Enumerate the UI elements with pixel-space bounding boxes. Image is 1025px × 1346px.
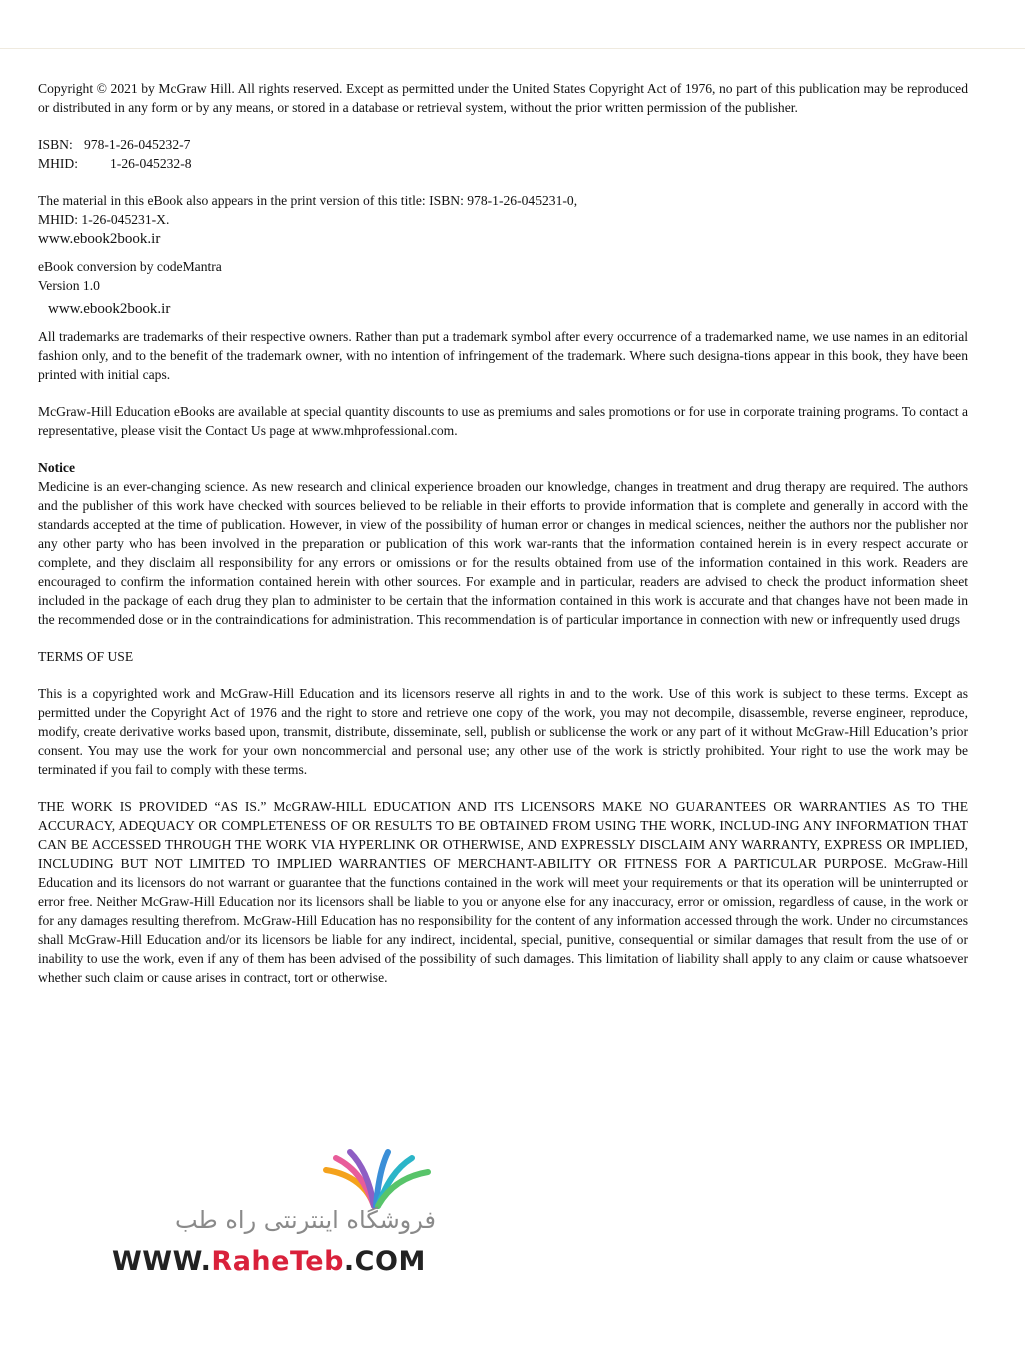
open-book-icon	[316, 1148, 436, 1210]
raheteb-logo	[106, 1148, 436, 1288]
logo-url-suffix: .COM	[343, 1246, 426, 1277]
mhid-row	[38, 154, 968, 173]
isbn-label: ISBN:	[38, 137, 73, 152]
logo-url	[112, 1246, 426, 1277]
print-version-line-1: The material in this eBook also appears in the print version of this title: ISBN: 978-1-26-045231-0,	[38, 193, 578, 208]
isbn-row	[38, 135, 968, 154]
logo-url-prefix: WWW.	[112, 1246, 212, 1277]
logo-persian-text: فروشگاه اینترنتی راه طب	[175, 1206, 436, 1234]
discounts-paragraph: McGraw-Hill Education eBooks are available at special quantity discounts to use as premiums and sales promotions or for use in corporate training programs. To contact a representative, please visit the Contact Us page at www.mhprofessional.com.	[38, 404, 968, 438]
trademarks-paragraph: All trademarks are trademarks of their respective owners. Rather than put a trademark symbol after every occurrence of a trademarked name, we use names in an editorial fashion only, and to the benefit of the trademark owner, with no intention of infringement of the trademark. Where such designa-tions appear in this book, they have been printed with initial caps.	[38, 329, 968, 382]
notice-title: Notice	[38, 460, 75, 475]
logo-url-brand: RaheTeb	[211, 1246, 344, 1277]
terms-paragraph-2: THE WORK IS PROVIDED “AS IS.” McGRAW-HILL EDUCATION AND ITS LICENSORS MAKE NO GUARANTEES OR WARRANTIES AS TO THE ACCURACY, ADEQUACY OR COMPLETENESS OF OR RESULTS TO BE OBTAINED FROM USING THE WORK, INCLUD-ING ANY INFORMATION THAT CAN BE ACCESSED THROUGH THE WORK VIA HYPERLINK OR OTHERWISE, AND EXPRESSLY DISCLAIM ANY WARRANTY, EXPRESS OR IMPLIED, INCLUDING BUT NOT LIMITED TO IMPLIED WARRANTIES OF MERCHANT-ABILITY OR FITNESS FOR A PARTICULAR PURPOSE. McGraw-Hill Education and its licensors do not warrant or guarantee that the functions contained in the work will meet your requirements or that its operation will be uninterrupted or error free. Neither McGraw-Hill Education nor its licensors shall be liable to you or anyone else for any inaccuracy, error or omission, regardless of cause, in the work or for any damages resulting therefrom. McGraw-Hill Education has no responsibility for the content of any information accessed through the work. Under no circumstances shall McGraw-Hill Education and/or its licensors be liable for any indirect, incidental, special, punitive, consequential or similar damages that result from the use of or inability to use the work, even if any of them has been advised of the possibility of such damages. This limitation of liability shall apply to any claim or cause whatsoever whether such claim or cause arises in contract, tort or otherwise.	[38, 799, 968, 985]
mhid-value: 1-26-045232-8	[110, 156, 192, 171]
conversion-line-2: Version 1.0	[38, 278, 100, 293]
watermark-url-1: www.ebook2book.ir	[38, 231, 161, 247]
document-page	[38, 79, 968, 987]
copyright-paragraph: Copyright © 2021 by McGraw Hill. All rights reserved. Except as permitted under the United States Copyright Act of 1976, no part of this publication may be reproduced or distributed in any form or by any means, or stored in a database or retrieval system, without the prior written permission of the publisher.	[38, 81, 968, 115]
terms-heading: TERMS OF USE	[38, 649, 134, 664]
notice-body: Medicine is an ever-changing science. As new research and clinical experience broaden our knowledge, changes in treatment and drug therapy are required. The authors and the publisher of this work have checked with sources believed to be reliable in their efforts to provide information that is complete and generally in accord with the standards accepted at the time of publication. However, in view of the possibility of human error or changes in medical sciences, neither the authors nor the publisher nor any other party who has been involved in the preparation or publication of this work war-rants that the information contained herein is in every respect accurate or complete, and they disclaim all responsibility for any errors or omissions or for the results obtained from use of the information contained in this work. Readers are encouraged to confirm the information contained herein with other sources. For example and in particular, readers are advised to check the product information sheet included in the package of each drug they plan to administer to be certain that the information contained in this work is accurate and that changes have not been made in the recommended dose or in the contraindications for administration. This recommendation is of particular importance in connection with new or infrequently used drugs	[38, 479, 968, 627]
terms-paragraph-1: This is a copyrighted work and McGraw-Hill Education and its licensors reserve all rights in and to the work. Use of this work is subject to these terms. Except as permitted under the Copyright Act of 1976 and the right to store and retrieve one copy of the work, you may not decompile, disassemble, reverse engineer, reproduce, modify, create derivative works based upon, transmit, distribute, disseminate, sell, publish or sublicense the work or any part of it without McGraw-Hill Education’s prior consent. You may use the work for your own noncommercial and personal use; any other use of the work is strictly prohibited. Your right to use the work may be terminated if you fail to comply with these terms.	[38, 686, 968, 777]
conversion-line-1: eBook conversion by codeMantra	[38, 259, 222, 274]
watermark-url-2: www.ebook2book.ir	[48, 301, 171, 317]
isbn-value: 978-1-26-045232-7	[84, 137, 191, 152]
top-rule	[0, 48, 1025, 49]
print-version-line-2: MHID: 1-26-045231-X.	[38, 212, 170, 227]
mhid-label: MHID:	[38, 156, 79, 171]
